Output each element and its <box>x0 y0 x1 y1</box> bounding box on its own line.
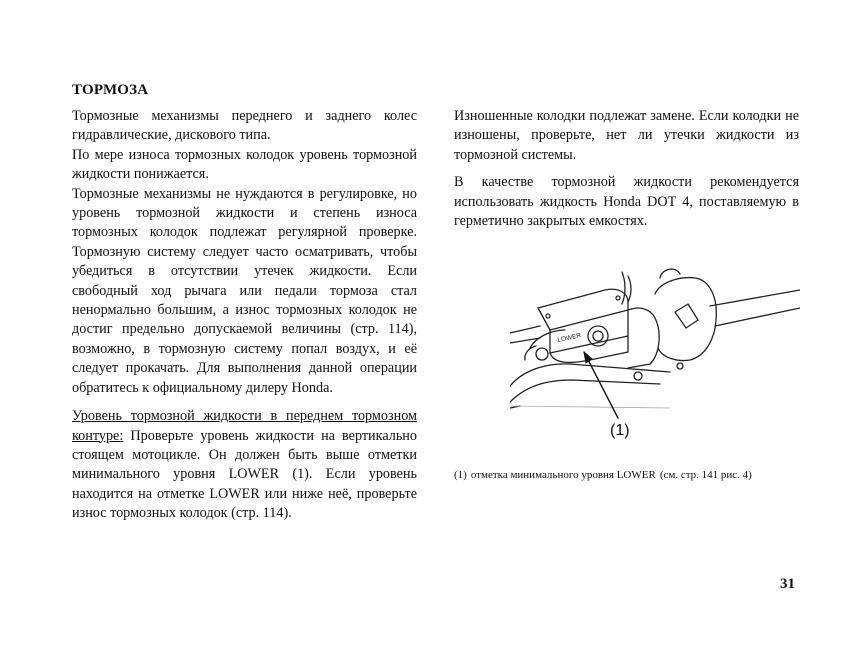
left-column <box>72 107 417 524</box>
caption-number: (1) <box>454 469 467 481</box>
page-number: 31 <box>780 576 795 592</box>
figure-caption <box>454 469 752 481</box>
reservoir-label: LOWER <box>556 332 582 344</box>
paragraph-fluid-level: По мере износа тормозных колодок уровень тормозной жидкости понижается. <box>72 146 417 183</box>
caption-text: отметка минимального уровня LOWER <box>470 469 656 481</box>
right-column <box>454 107 799 231</box>
front-level-subtitle: Уровень тормозной жидкости в переднем тормозном контуре: <box>72 408 417 444</box>
paragraph-inspection: Тормозные механизмы не нуждаются в регулировке, но уровень тормозной жидкости и степень износа тормозных колодок подлежат регулярной проверке. Тормозную систему следует часто осматривать, чтобы убедиться в отсутствии утечек жидкости. Если свободный ход рычага или педали тормоза стал ненормально большим, а износ тормозных колодок не достиг предельно допускаемой величины (стр. 114), возможно, в тормозную систему попал воздух, и её следует прокачать. Для выполнения данной операции обратитесь к официальному дилеру Honda. <box>72 185 417 396</box>
paragraph-worn-pads: Изношенные колодки подлежат замене. Если колодки не изношены, проверьте, нет ли утечки жидкости из тормозной системы. <box>454 108 799 163</box>
figure-callout: (1) <box>610 422 630 439</box>
section-heading: ТОРМОЗА <box>72 82 149 98</box>
front-level-text: Проверьте уровень жидкости на вертикально стоящем мотоцикле. Он должен быть выше отметки минимального уровня LOWER (1). Если уровень находится на отметке LOWER или ниже неё, проверьте износ тормозных колодок (стр. 114). <box>72 427 417 522</box>
brake-reservoir-illustration <box>510 268 800 448</box>
paragraph-recommended-fluid: В качестве тормозной жидкости рекомендуется использовать жидкость Honda DOT 4, поставляемую в герметично закрытых емкостях. <box>454 174 799 230</box>
paragraph-brake-type: Тормозные механизмы переднего и заднего колес гидравлические, дискового типа. <box>72 108 417 144</box>
caption-reference: (см. стр. 141 рис. 4) <box>659 469 752 481</box>
paragraph-front-level <box>72 407 417 523</box>
